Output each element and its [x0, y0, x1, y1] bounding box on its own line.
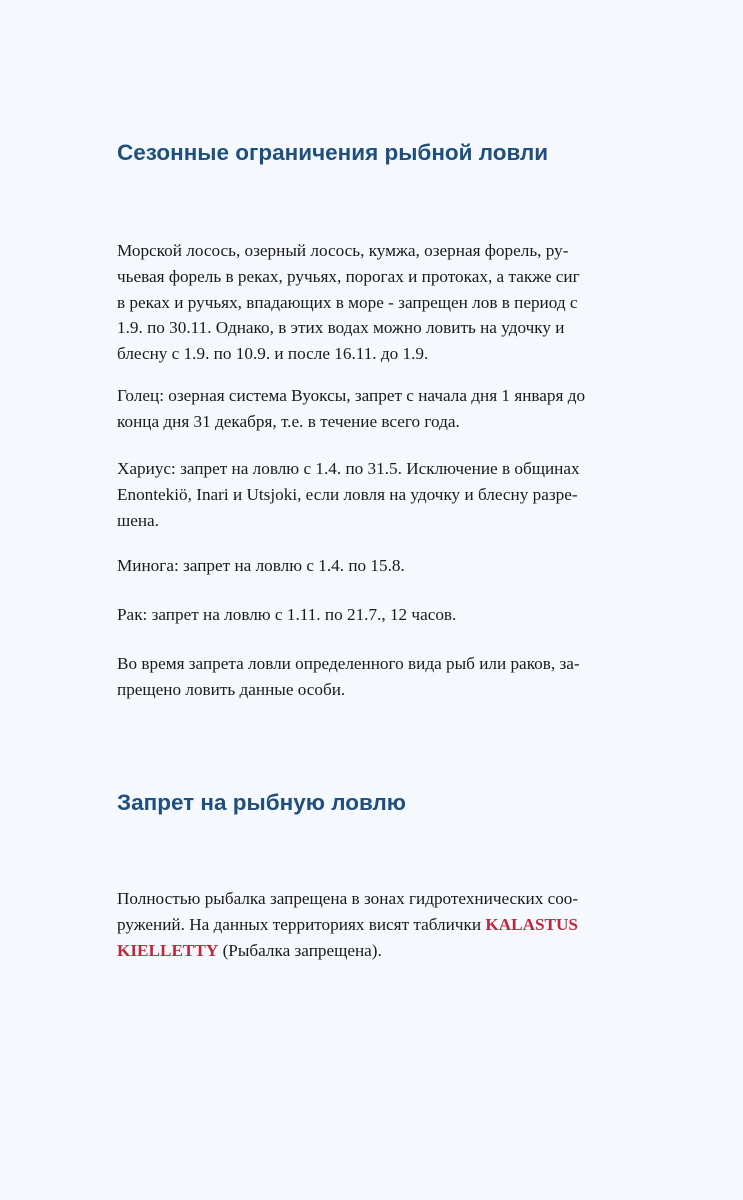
grayling-restriction-paragraph [117, 456, 637, 533]
text-line: конца дня 31 декабря, т.е. в течение всего года. [117, 411, 460, 431]
text-line: Морской лосось, озерный лосось, кумжа, озерная форель, ру- [117, 241, 569, 260]
text-fragment: (Рыбалка запрещена). [218, 940, 382, 960]
text-line: шена. [117, 510, 159, 530]
salmon-restriction-paragraph [117, 238, 637, 367]
text-line: Полностью рыбалка запрещена в зонах гидротехнических соо- [117, 889, 579, 908]
sign-text-kalastus: KALASTUS [485, 914, 578, 934]
text-line: Enontekiö, Inari и Utsjoki, если ловля на удочку и блесну разре- [117, 484, 578, 504]
text-line: Во время запрета ловли определенного вида рыб или раков, за- [117, 654, 580, 673]
text-line: чьевая форель в реках, ручьях, порогах и протоках, а также сиг [117, 266, 580, 286]
general-restriction-paragraph [117, 651, 637, 703]
text-line [117, 912, 637, 938]
text-line: Рак: запрет на ловлю с 1.11. по 21.7., 12 часов. [117, 605, 457, 624]
text-line: в реках и ручьях, впадающих в море - запрещен лов в период с [117, 292, 578, 312]
text-line: Голец: озерная система Вуоксы, запрет с начала дня 1 января до [117, 386, 586, 405]
text-line: 1.9. по 30.11. Однако, в этих водах можно ловить на удочку и [117, 318, 565, 338]
text-line: Хариус: запрет на ловлю с 1.4. по 31.5. Исключение в общинах [117, 459, 580, 478]
seasonal-restrictions-heading: Сезонные ограничения рыбной ловли [117, 140, 549, 165]
text-line: Минога: запрет на ловлю с 1.4. по 15.8. [117, 556, 405, 575]
text-line: блесну с 1.9. по 10.9. и после 16.11. до 1.9. [117, 344, 429, 364]
fishing-ban-paragraph [117, 886, 637, 963]
fishing-ban-heading: Запрет на рыбную ловлю [117, 790, 406, 815]
text-line [117, 938, 637, 964]
lamprey-restriction-paragraph [117, 553, 637, 579]
text-fragment: ружений. На данных территориях висят таблички [117, 914, 486, 934]
char-restriction-paragraph [117, 383, 637, 435]
sign-text-kielletty: KIELLETTY [117, 940, 219, 960]
text-line: прещено ловить данные особи. [117, 679, 346, 699]
crayfish-restriction-paragraph [117, 602, 637, 628]
